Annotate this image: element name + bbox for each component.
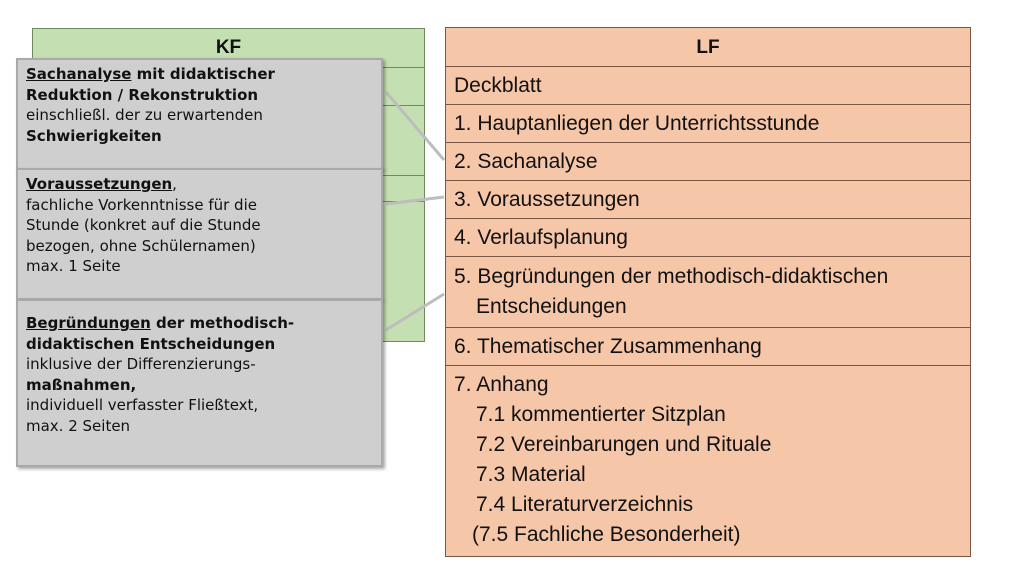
lf-anhang-item: 7.3 Material — [476, 463, 586, 486]
card-voraussetzungen-line1-rest: , — [172, 175, 177, 193]
lf-row-sachanalyse: 2. Sachanalyse — [446, 143, 970, 181]
card-voraussetzungen-line2: fachliche Vorkenntnisse für die — [26, 195, 257, 214]
card-voraussetzungen-line1 — [26, 174, 373, 195]
card-begruendungen-term: Begründungen — [26, 314, 151, 332]
card-sachanalyse-line1 — [26, 64, 373, 85]
card-voraussetzungen-line5: max. 1 Seite — [26, 257, 121, 275]
lf-row-deckblatt: Deckblatt — [446, 67, 970, 105]
card-begruendungen-line6: max. 2 Seiten — [26, 416, 131, 435]
card-voraussetzungen-term: Voraussetzungen — [26, 175, 173, 193]
lf-anhang-item: 7.2 Vereinbarungen und Rituale — [476, 433, 772, 456]
card-sachanalyse-line2: Reduktion / Rekonstruktion — [26, 85, 259, 104]
lf-row-verlaufsplanung: 4. Verlaufsplanung — [446, 219, 970, 257]
lf-table — [445, 27, 971, 557]
lf-anhang-item: 7.4 Literaturverzeichnis — [476, 493, 694, 516]
lf-row-thematischer-zusammenhang: 6. Thematischer Zusammenhang — [446, 328, 970, 366]
card-sachanalyse-line4: Schwierigkeiten — [26, 126, 162, 145]
lf-anhang-item: (7.5 Fachliche Besonderheit) — [472, 523, 741, 546]
lf-header: LF — [446, 28, 970, 67]
kf-header: KF — [215, 37, 242, 58]
card-voraussetzungen — [16, 168, 383, 300]
card-begruendungen-line1-rest: der methodisch- — [150, 314, 295, 332]
card-begruendungen-line1 — [26, 313, 373, 334]
lf-row-begruendungen-line1: 5. Begründungen der methodisch-didaktischen — [454, 265, 889, 288]
card-begruendungen-line3: inklusive der Differenzierungs- — [26, 355, 256, 373]
card-sachanalyse-line3: einschließl. der zu erwartenden — [26, 106, 263, 124]
lf-row-begruendungen — [446, 257, 970, 328]
card-begruendungen-line4: maßnahmen, — [26, 375, 137, 394]
card-sachanalyse — [16, 58, 383, 170]
lf-row-voraussetzungen: 3. Voraussetzungen — [446, 181, 970, 219]
card-sachanalyse-line1-rest: mit didaktischer — [131, 65, 275, 83]
card-voraussetzungen-line3: Stunde (konkret auf die Stunde — [26, 216, 261, 234]
card-begruendungen — [16, 299, 383, 467]
card-begruendungen-line2: didaktischen Entscheidungen — [26, 334, 276, 353]
lf-anhang-item: 7.1 kommentierter Sitzplan — [476, 403, 726, 426]
lf-row-anhang — [446, 366, 970, 556]
card-voraussetzungen-line4: bezogen, ohne Schülernamen) — [26, 236, 256, 255]
card-begruendungen-line5: individuell verfasster Fließtext, — [26, 396, 259, 414]
card-sachanalyse-term: Sachanalyse — [26, 65, 132, 83]
lf-row-hauptanliegen: 1. Hauptanliegen der Unterrichtsstunde — [446, 105, 970, 143]
lf-anhang-title: 7. Anhang — [454, 373, 549, 396]
lf-row-begruendungen-line2: Entscheidungen — [476, 295, 627, 318]
